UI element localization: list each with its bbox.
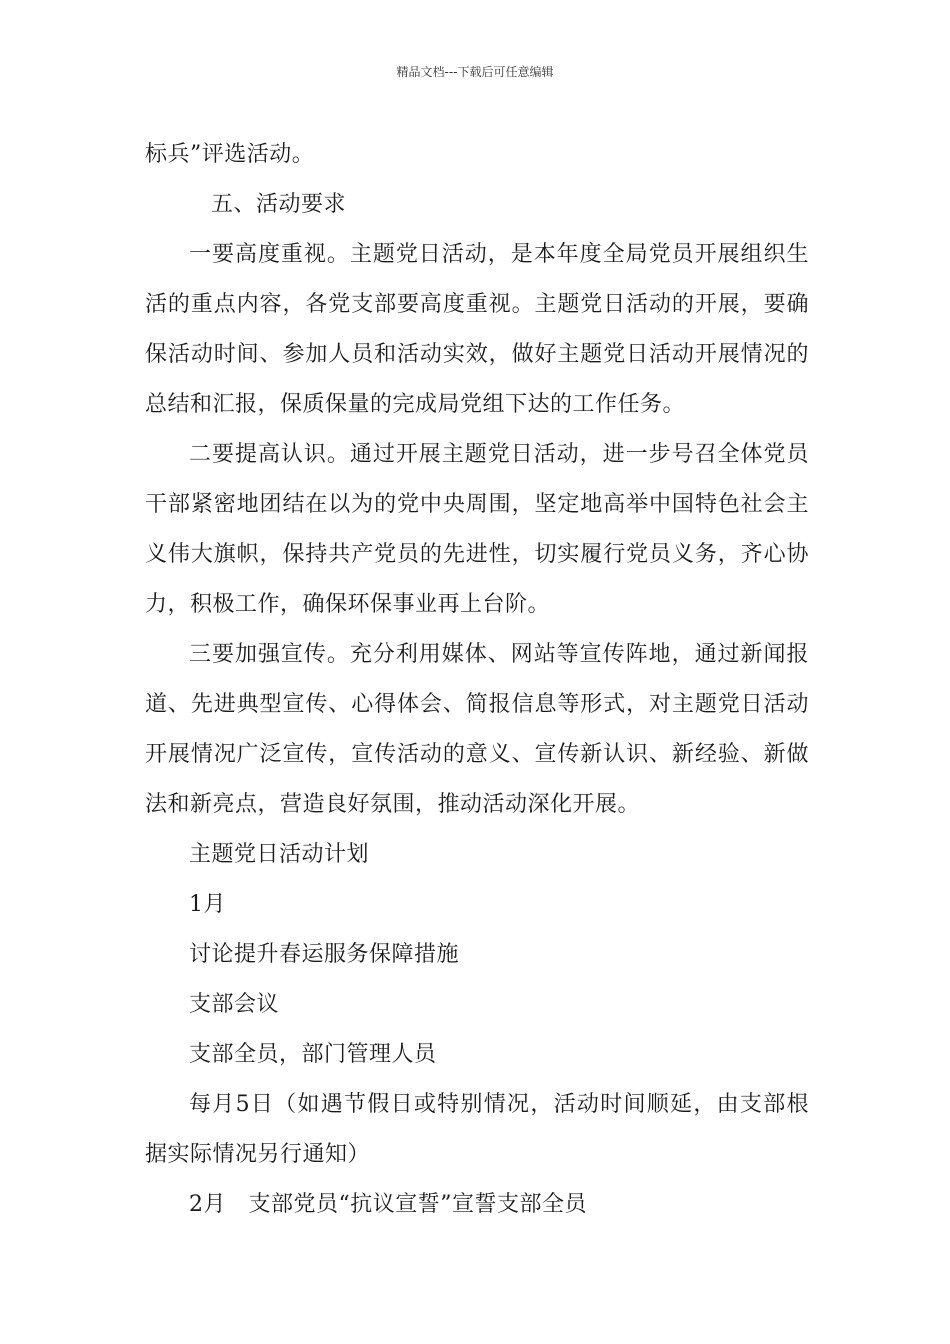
plan-form: 支部会议 [189, 992, 280, 1017]
plan-month-1: 1月 [189, 892, 226, 917]
paragraph-requirement-2: 二要提高认识。通过开展主题党日活动，进一步号召全体党员干部紧密地团结在以为的党中央周围，坚定地高举中国特色社会主义伟大旗帜，保持共产党员的先进性，切实履行党员义务，齐心协力，积极工作，确保环保事业再上台阶。 [145, 442, 809, 617]
document-body [145, 130, 809, 1230]
plan-month-2: 2月 支部党员“抗议宣誓”宣誓支部全员 [189, 1192, 587, 1217]
paragraph-requirement-1: 一要高度重视。主题党日活动，是本年度全局党员开展组织生活的重点内容，各党支部要高度重视。主题党日活动的开展，要确保活动时间、参加人员和活动实效，做好主题党日活动开展情况的总结和汇报，保质保量的完成局党组下达的工作任务。 [145, 242, 809, 417]
plan-participants: 支部全员，部门管理人员 [189, 1042, 437, 1067]
paragraph-continuation: 标兵”评选活动。 [145, 142, 315, 167]
plan-title: 主题党日活动计划 [189, 842, 370, 867]
plan-time: 每月5日（如遇节假日或特别情况，活动时间顺延，由支部根据实际情况另行通知） [145, 1092, 809, 1167]
page-header: 精品文档---下载后可任意编辑 [396, 65, 554, 79]
plan-topic: 讨论提升春运服务保障措施 [189, 942, 460, 967]
paragraph-requirement-3: 三要加强宣传。充分利用媒体、网站等宣传阵地，通过新闻报道、先进典型宣传、心得体会、简报信息等形式，对主题党日活动开展情况广泛宣传，宣传活动的意义、宣传新认识、新经验、新做法和新亮点，营造良好氛围，推动活动深化开展。 [145, 642, 809, 817]
section-heading: 五、活动要求 [211, 192, 347, 217]
